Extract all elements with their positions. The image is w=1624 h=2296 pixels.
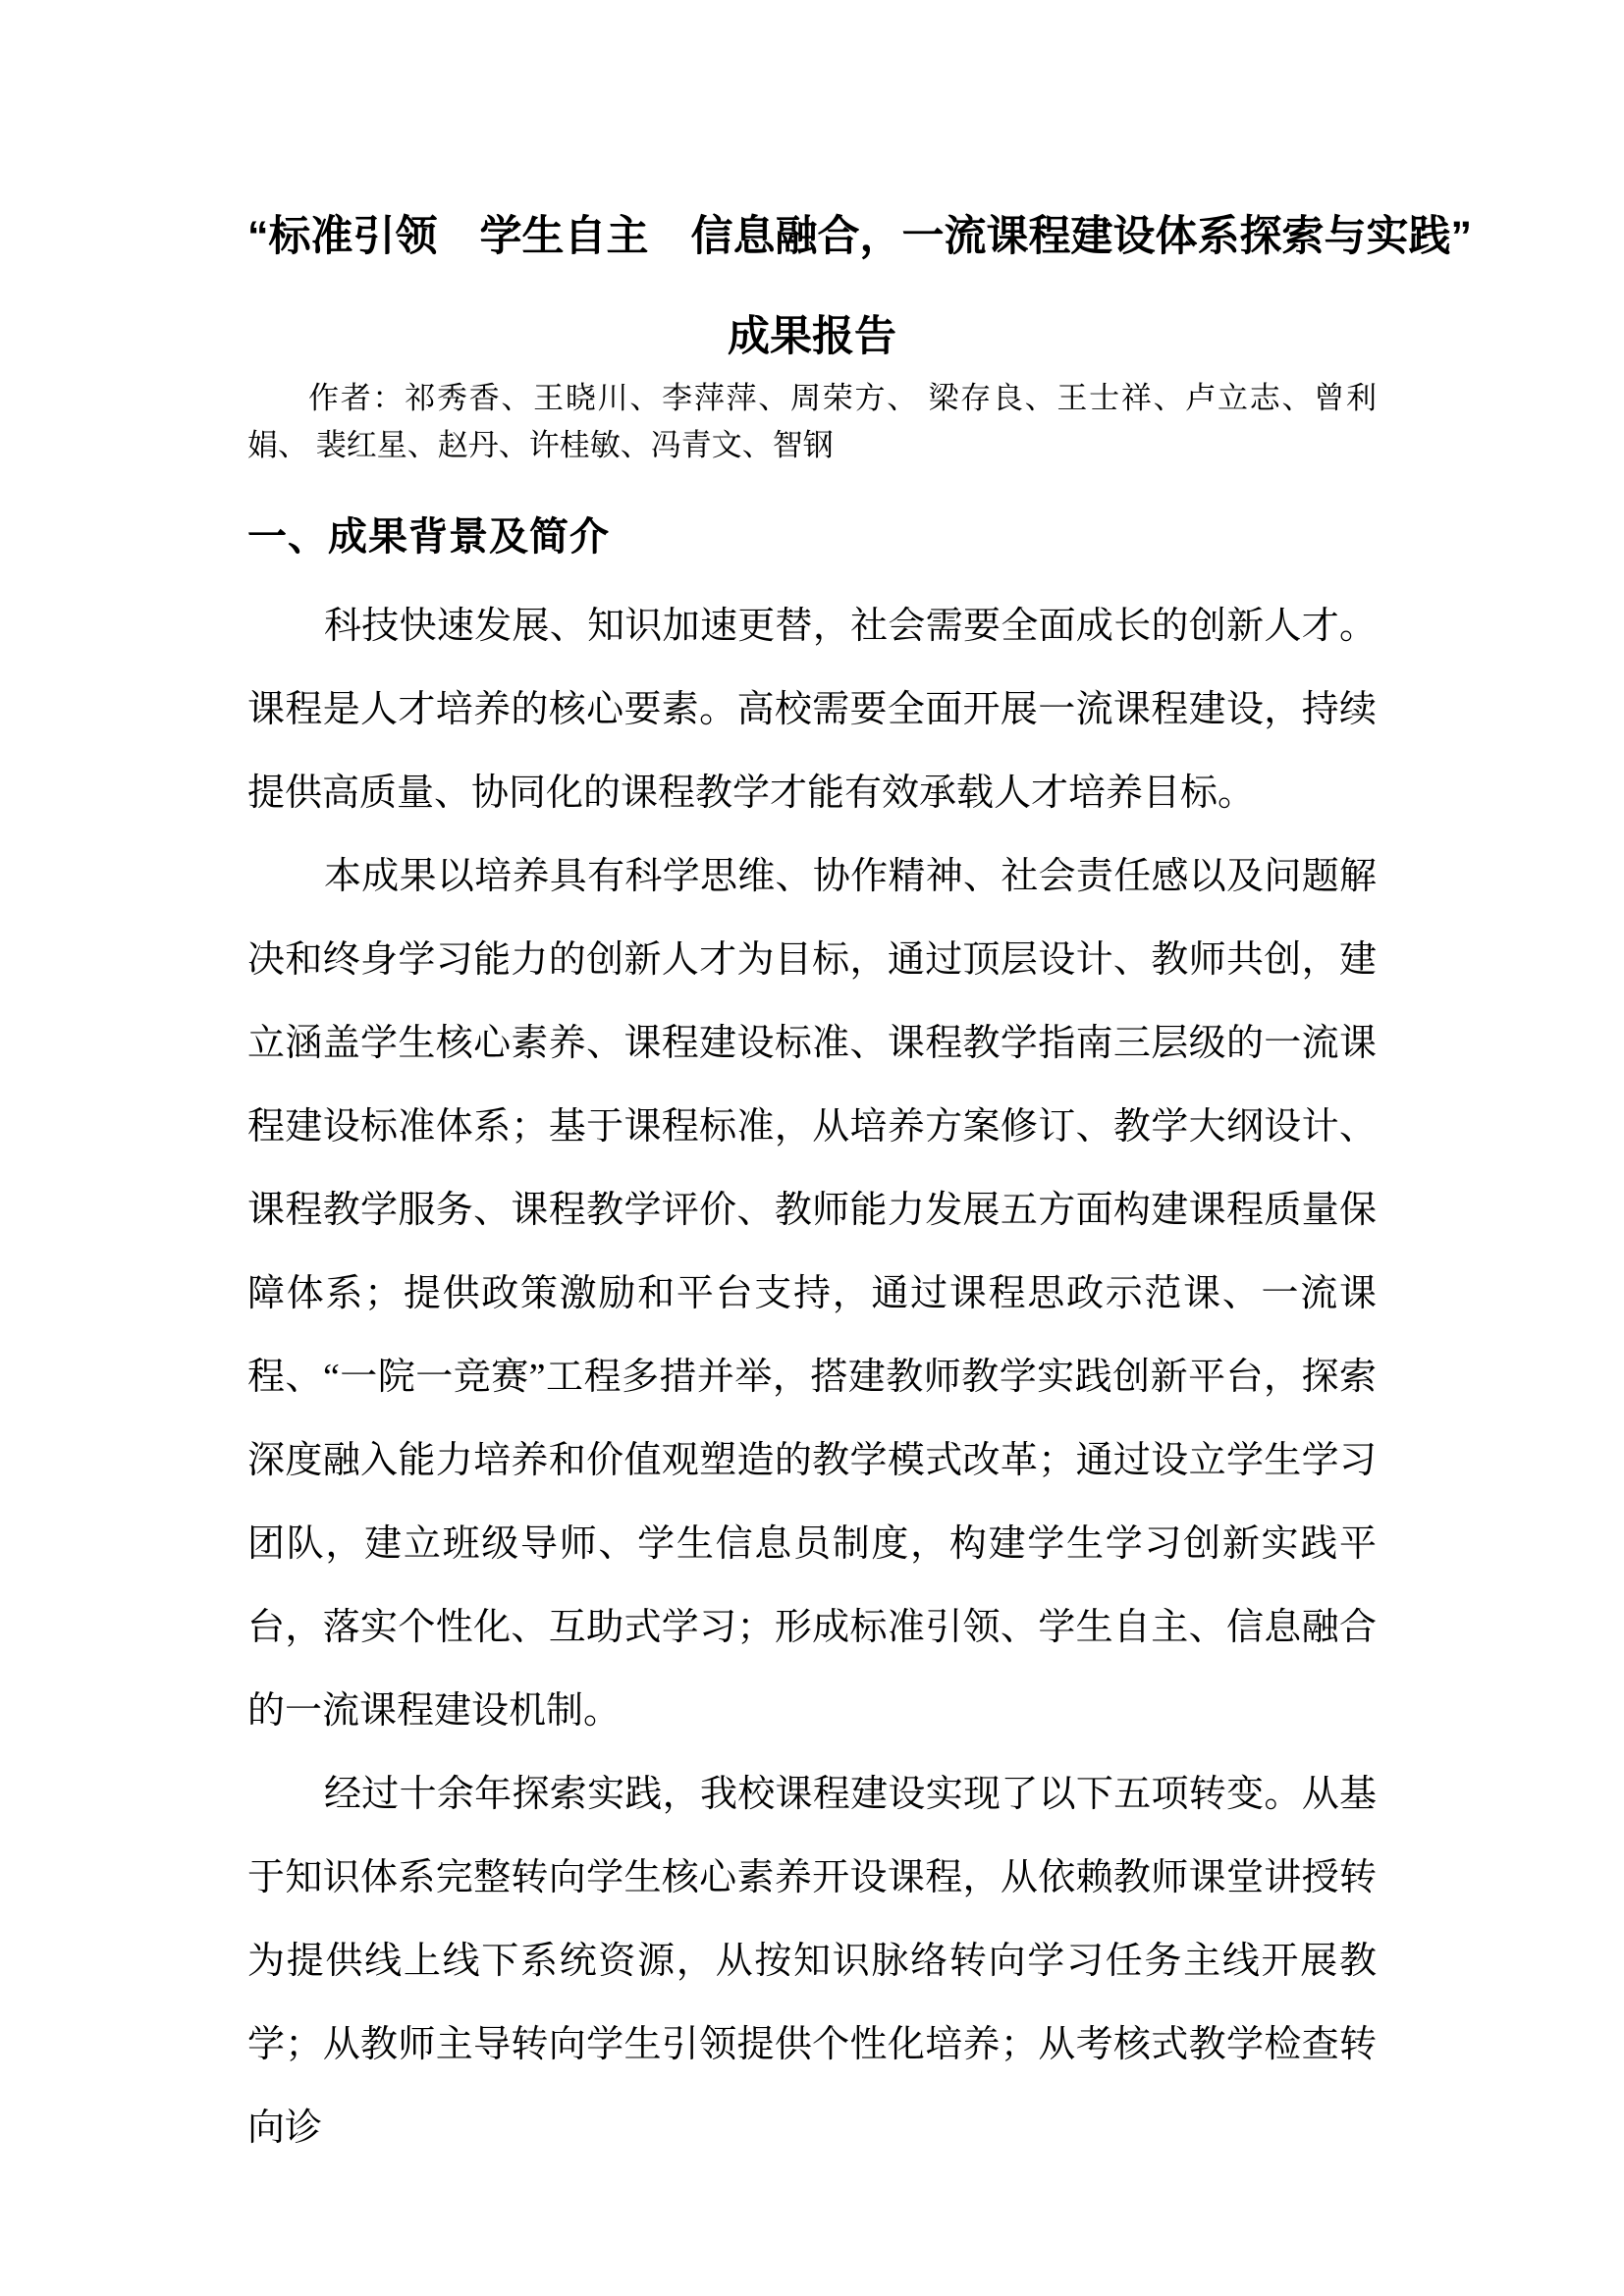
document-title-line2: 成果报告: [728, 313, 896, 360]
document-title: [247, 187, 1472, 387]
section-body: [247, 585, 1377, 2170]
authors-line: 作者：祁秀香、王晓川、李萍萍、周荣方、 梁存良、王士祥、卢立志、曾利娟、 裴红星、赵丹、许桂敏、冯青文、智钢: [247, 381, 1377, 462]
body-paragraph-2: 本成果以培养具有科学思维、协作精神、社会责任感以及问题解决和终身学习能力的创新人才为目标，通过顶层设计、教师共创，建立涵盖学生核心素养、课程建设标准、课程教学指南三层级的一流课程建设标准体系；基于课程标准，从培养方案修订、教学大纲设计、课程教学服务、课程教学评价、教师能力发展五方面构建课程质量保障体系；提供政策激励和平台支持，通过课程思政示范课、一流课程、“一院一竞赛”工程多措并举，搭建教师教学实践创新平台，探索深度融入能力培养和价值观塑造的教学模式改革；通过设立学生学习团队，建立班级导师、学生信息员制度，构建学生学习创新实践平台，落实个性化、互助式学习；形成标准引领、学生自主、信息融合的一流课程建设机制。: [247, 856, 1377, 1732]
body-paragraph-3: 经过十余年探索实践，我校课程建设实现了以下五项转变。从基于知识体系完整转向学生核心素养开设课程，从依赖教师课堂讲授转为提供线上线下系统资源，从按知识脉络转向学习任务主线开展教学；从教师主导转向学生引领提供个性化培养；从考核式教学检查转向诊: [247, 1774, 1377, 2149]
document-title-line1: “标准引领 学生自主 信息融合，一流课程建设体系探索与实践”: [247, 213, 1472, 260]
body-paragraph-1: 科技快速发展、知识加速更替，社会需要全面成长的创新人才。课程是人才培养的核心要素。高校需要全面开展一流课程建设，持续提供高质量、协同化的课程教学才能有效承载人才培养目标。: [247, 606, 1377, 814]
section-heading: 一、成果背景及简介: [247, 515, 610, 559]
